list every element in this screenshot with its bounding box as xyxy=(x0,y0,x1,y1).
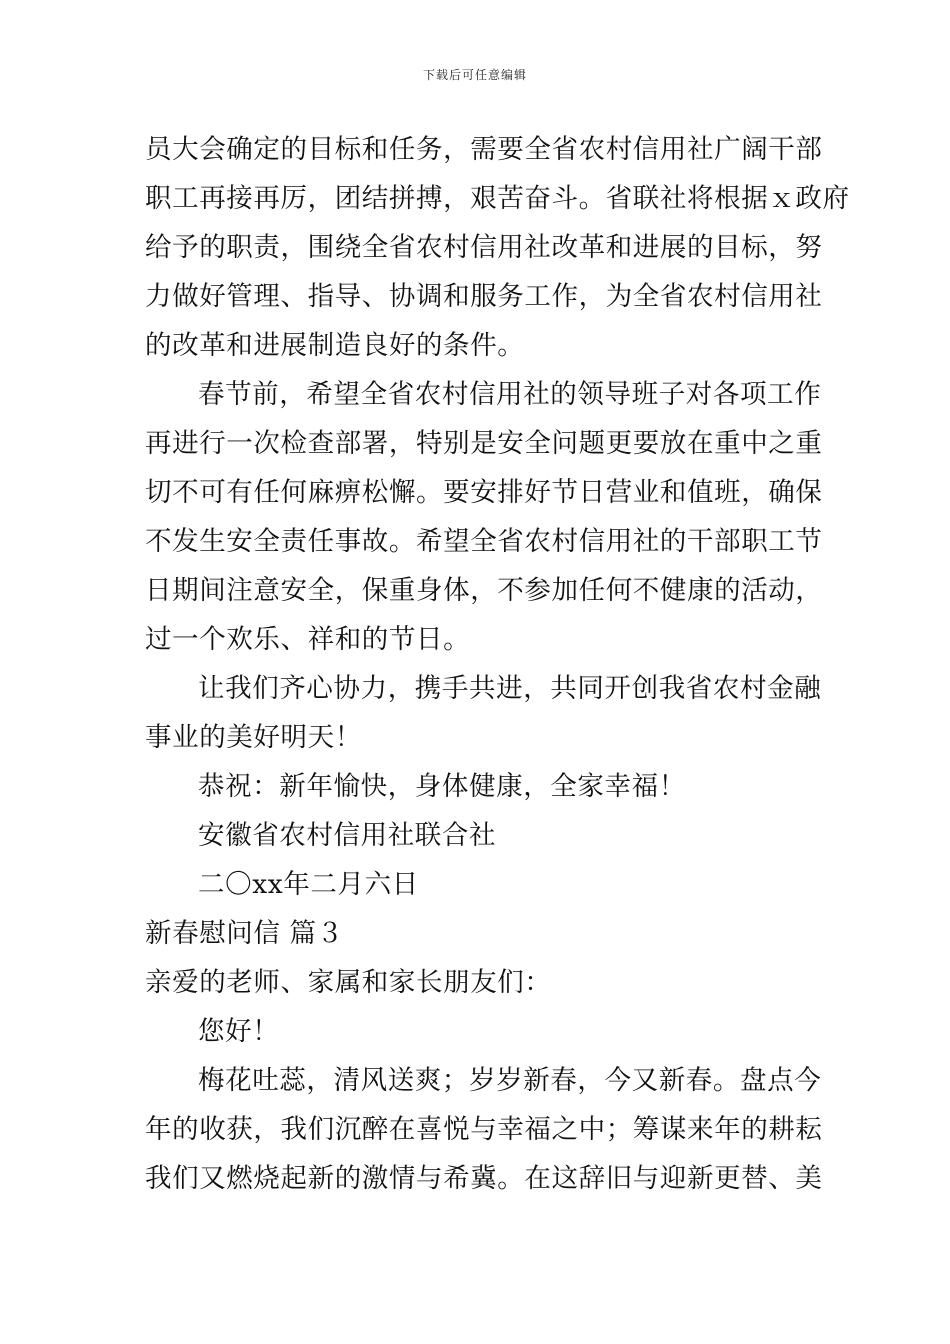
text-line: 员大会确定的目标和任务，需要全省农村信用社广阔干部 xyxy=(145,134,823,165)
text-line: 您好！ xyxy=(198,1016,280,1047)
text-line: 梅花吐蕊，清风送爽；岁岁新春，今又新春。盘点今 xyxy=(198,1065,822,1096)
paragraph-closing-goals xyxy=(145,125,850,370)
text-line: 过一个欢乐、祥和的节日。 xyxy=(145,624,471,655)
text-line: 恭祝：新年愉快，身体健康，全家幸福！ xyxy=(198,771,686,802)
text-line: 我们又燃烧起新的激情与希冀。在这辞旧与迎新更替、美 xyxy=(145,1163,823,1194)
paragraph-together xyxy=(145,664,822,762)
text-line: 的改革和进展制造良好的条件。 xyxy=(145,330,525,361)
text-line: 安徽省农村信用社联合社 xyxy=(198,820,497,851)
text-line: 事业的美好明天！ xyxy=(145,722,362,753)
text-line: 新春慰问信 篇３ xyxy=(145,918,344,949)
salutation xyxy=(145,958,810,1007)
signature-date xyxy=(145,860,810,909)
text-line: 职工再接再厉，团结拼搏，艰苦奋斗。省联社将根据ｘ政府 xyxy=(145,183,850,214)
signature-organization xyxy=(145,811,810,860)
paragraph-spring-festival-safety xyxy=(145,370,823,664)
page-header-note: 下载后可任意编辑 xyxy=(422,68,527,82)
text-line: 亲爱的老师、家属和家长朋友们： xyxy=(145,967,552,998)
greeting-hello xyxy=(145,1007,810,1056)
document-body xyxy=(145,125,850,1203)
text-line: 年的收获，我们沉醉在喜悦与幸福之中；筹谋来年的耕耘 xyxy=(145,1114,823,1145)
paragraph-plum-blossom xyxy=(145,1056,823,1203)
section-title xyxy=(145,909,810,958)
text-line: 日期间注意安全，保重身体，不参加任何不健康的活动， xyxy=(145,575,823,606)
text-line: 不发生安全责任事故。希望全省农村信用社的干部职工节 xyxy=(145,526,823,557)
text-line: 给予的职责，围绕全省农村信用社改革和进展的目标，努 xyxy=(145,232,823,263)
text-line: 切不可有任何麻痹松懈。要安排好节日营业和值班，确保 xyxy=(145,477,823,508)
text-line: 春节前，希望全省农村信用社的领导班子对各项工作 xyxy=(198,379,822,410)
text-line: 让我们齐心协力，携手共进，共同开创我省农村金融 xyxy=(198,673,822,704)
text-line: 力做好管理、指导、协调和服务工作，为全省农村信用社 xyxy=(145,281,823,312)
text-line: 再进行一次检查部署，特别是安全问题更要放在重中之重 xyxy=(145,428,823,459)
text-line: 二〇xx年二月六日 xyxy=(198,869,419,900)
paragraph-greeting xyxy=(145,762,810,811)
